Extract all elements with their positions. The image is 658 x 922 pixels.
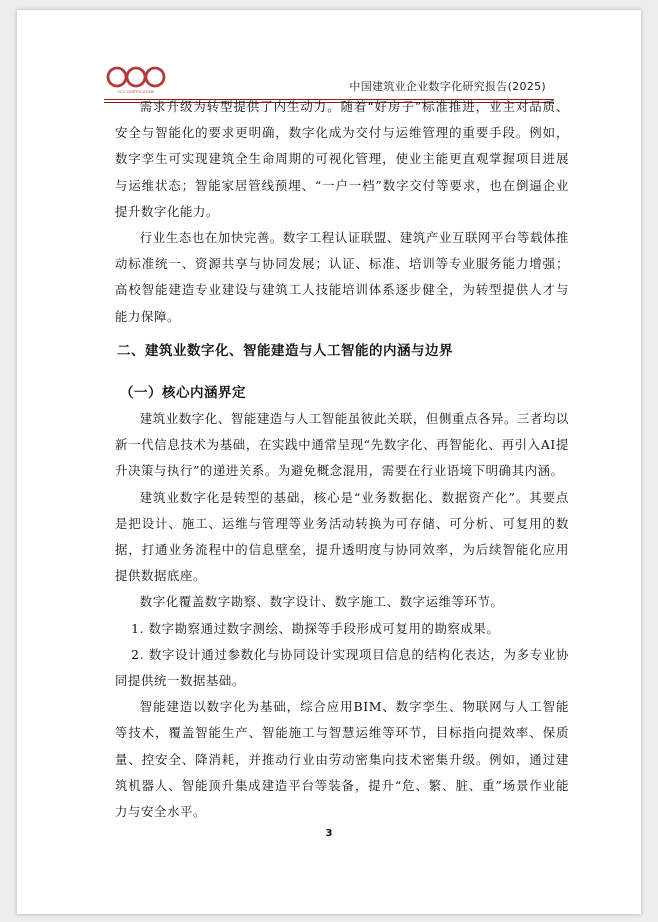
running-header-title: 中国建筑业企业数字化研究报告(2025)	[349, 80, 546, 93]
paragraph: 数字化覆盖数字勘察、数字设计、数字施工、数字运维等环节。	[139, 594, 504, 610]
list-item: 2. 数字设计通过参数化与协同设计实现项目信息的结构化表达，为多专业协同提供统一数据基础。	[115, 646, 569, 689]
paragraph: 建筑业数字化是转型的基础，核心是“业务数据化、数据资产化”。其要点是把设计、施工、运维与管理等业务活动转换为可存储、可分析、可复用的数据，打通业务流程中的信息壁垒，提升透明度与协同效率，为后续智能化应用提供数据底座。	[115, 489, 569, 584]
company-logo	[105, 64, 167, 98]
paragraph: 需求升级为转型提供了内生动力。随着“好房子”标准推进，业主对品质、安全与智能化的要求更明确，数字化成为交付与运维管理的重要手段。例如，数字孪生可实现建筑全生命周期的可视化管理，使业主能更直观掌握项目进展与运维状态；智能家居管线预埋、“一户一档”数字交付等要求，也在倒逼企业提升数字化能力。	[115, 99, 569, 219]
page-number: 3	[325, 828, 333, 839]
list-item: 1. 数字勘察通过数字测绘、勘探等手段形成可复用的勘察成果。	[131, 620, 500, 636]
section-text-block	[115, 406, 569, 825]
paragraph: 智能建造以数字化为基础，综合应用BIM、数字孪生、物联网与人工智能等技术，覆盖智能生产、智能施工与智慧运维等环节，目标指向提效率、保质量、控安全、降消耗，并推动行业由劳动密集向技术密集升级。例如，通过建筑机器人、智能顶升集成建造平台等装备，提升“危、繁、脏、重”场景作业能力与安全水平。	[115, 699, 569, 820]
paragraph: 行业生态也在加快完善。数字工程认证联盟、建筑产业互联网平台等载体推动标准统一、资源共享与协同发展；认证、标准、培训等专业服务能力增强；高校智能建造专业建设与建筑工人技能培训体系逐步健全，为转型提供人才与能力保障。	[115, 230, 569, 324]
logo-caption: CCC CERTIFICATION	[117, 90, 155, 94]
document-page	[17, 10, 641, 914]
section-heading: 二、建筑业数字化、智能建造与人工智能的内涵与边界	[117, 343, 453, 359]
subsection-heading: （一）核心内涵界定	[120, 385, 246, 401]
paragraph: 建筑业数字化、智能建造与人工智能虽彼此关联，但侧重点各异。三者均以新一代信息技术为基础，在实践中通常呈现“先数字化、再智能化、再引入AI提升决策与执行”的递进关系。为避免概念混用，需要在行业语境下明确其内涵。	[115, 411, 569, 479]
logo-rings-icon	[105, 64, 167, 90]
intro-text-block	[115, 94, 569, 330]
